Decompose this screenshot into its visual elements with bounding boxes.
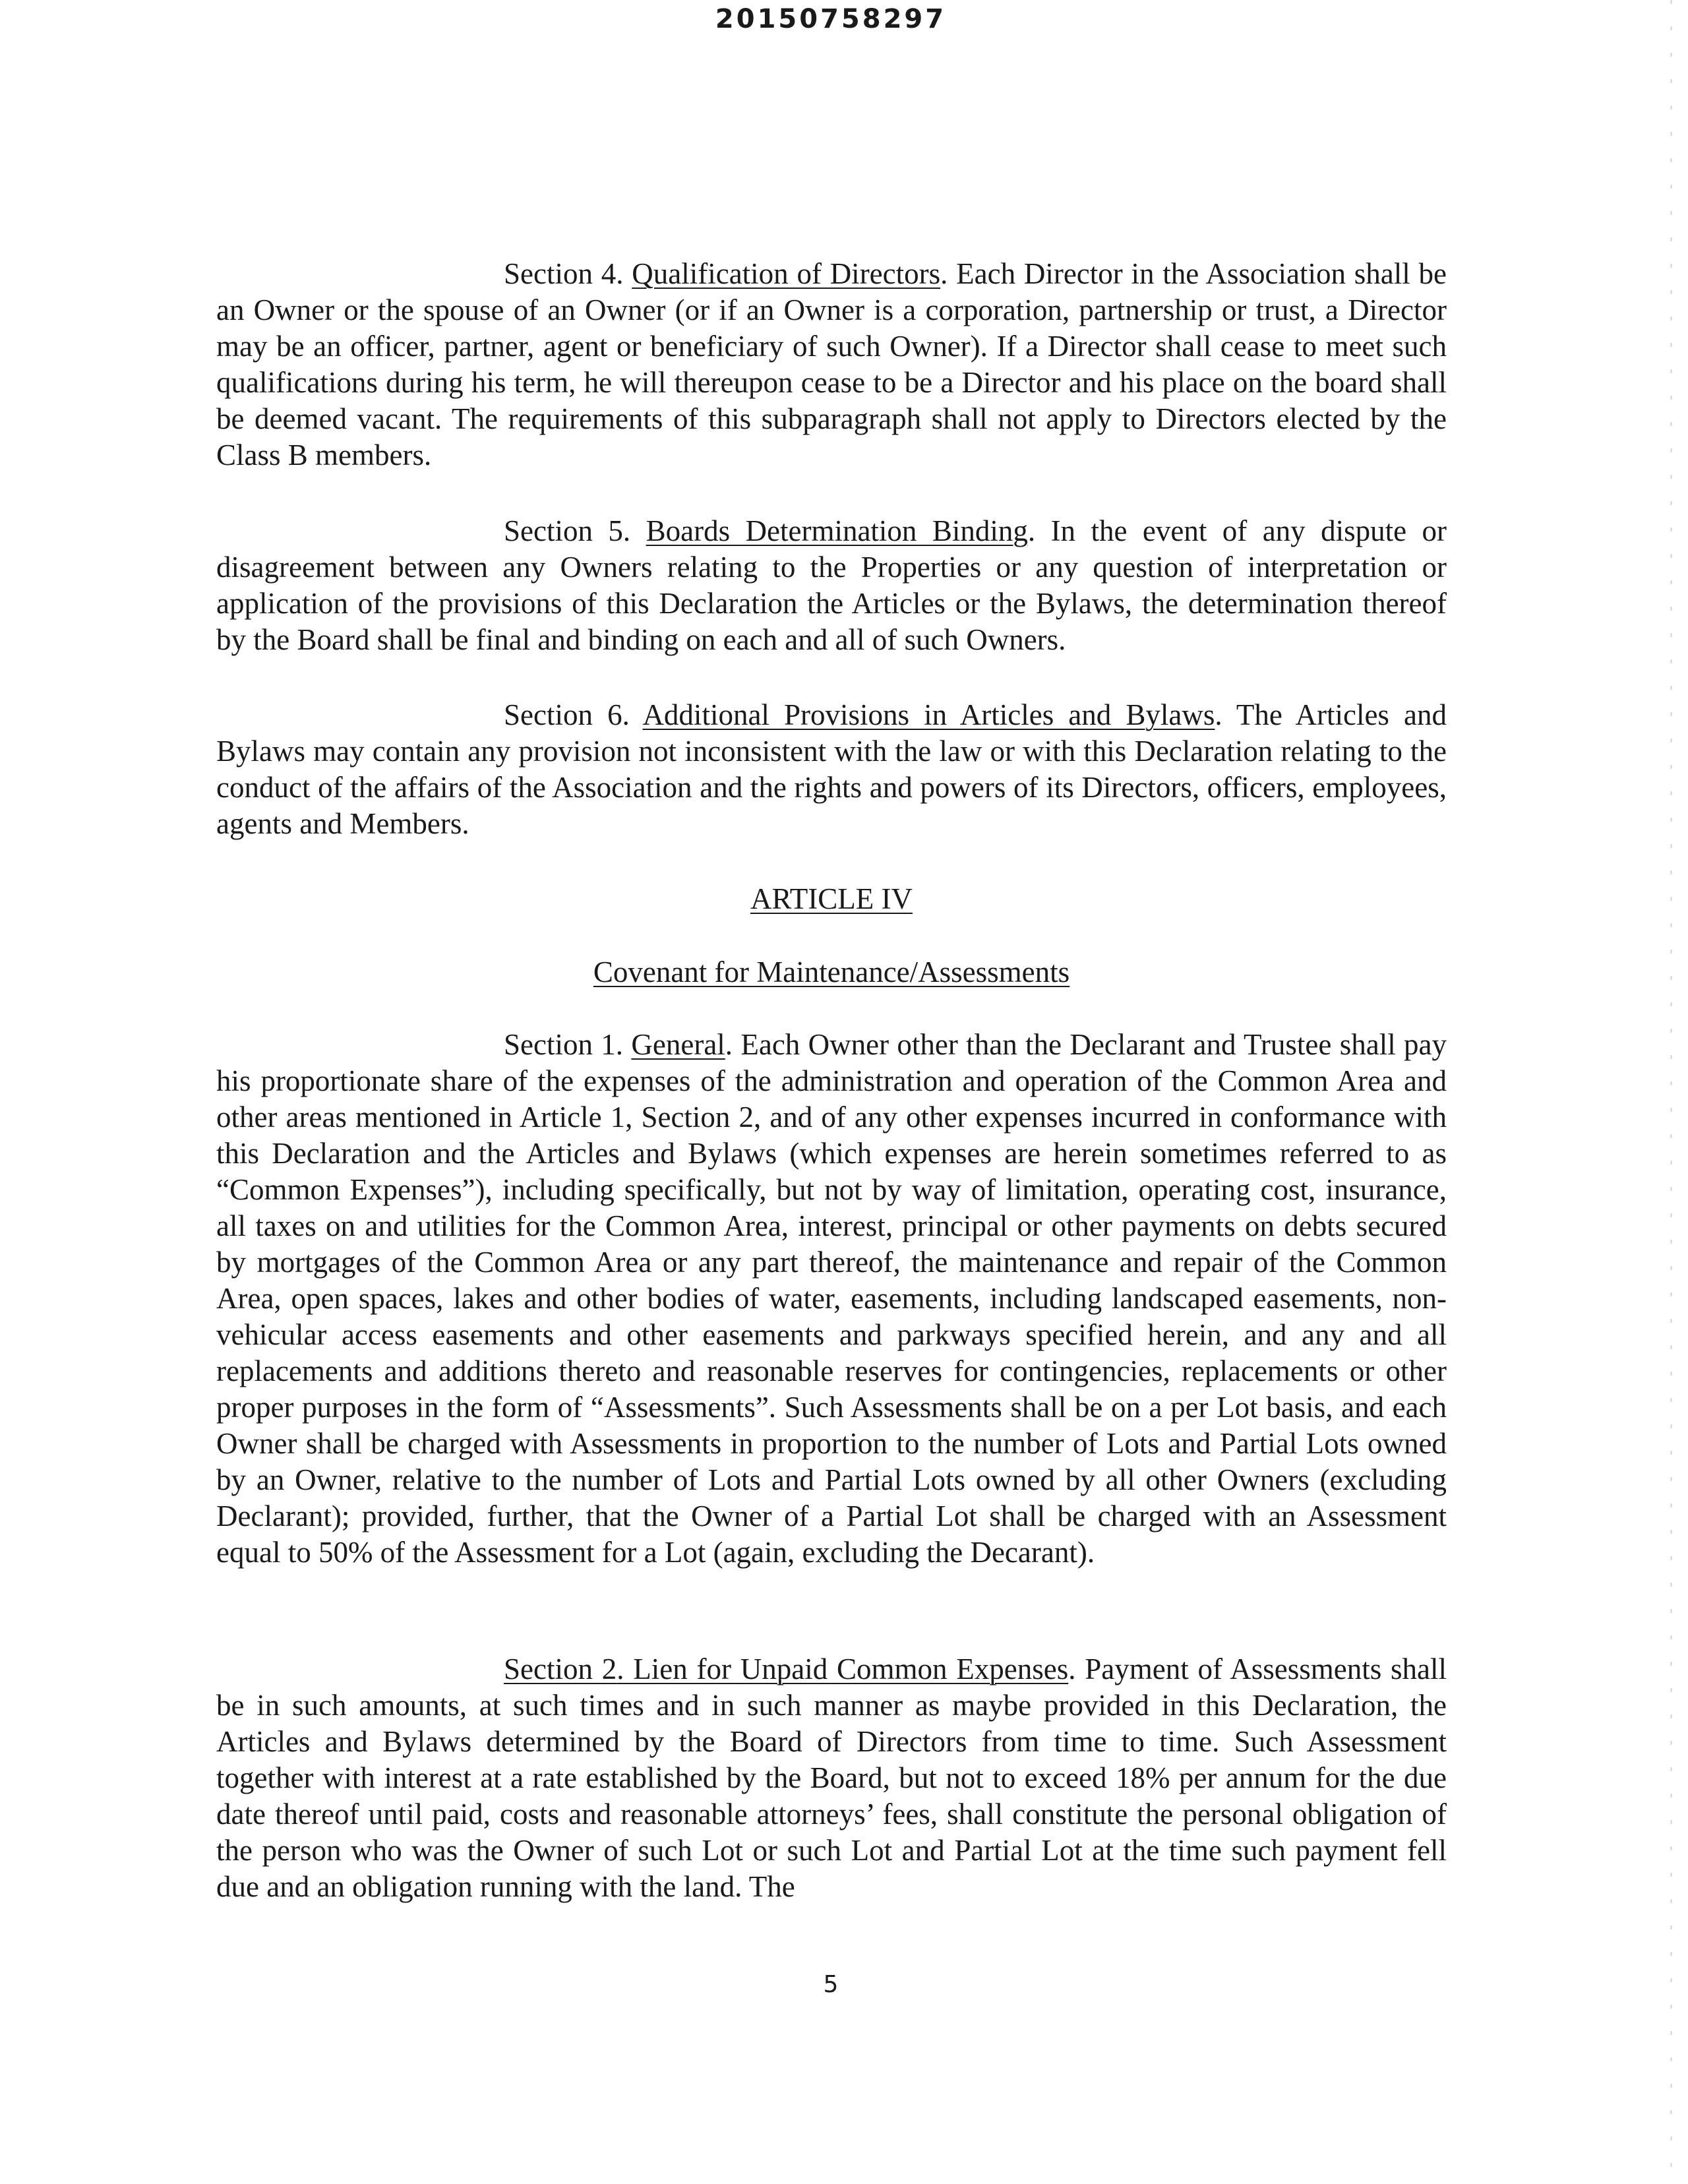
article-4-section-1-body: . Each Owner other than the Declarant and Trustee shall pay his proportionate share of the expenses of the administration and operation of the Common Area and other areas mentioned in Article 1, Section 2, and of any other expenses incurred in conformance with this Declaration and the Articles and Bylaws (which expenses are herein sometimes referred to as “Common Expenses”), including specifically, but not by way of limitation, operating cost, insurance, all taxes on and utilities for the Common Area, interest, principal or other payments on debts secured by mortgages of the Common Area or any part thereof, the maintenance and repair of the Common Area, open spaces, lakes and other bodies of water, easements, including landscaped easements, non-vehicular access easements and other easements and parkways specified herein, and any and all replacements and additions thereto and reasonable reserves for contingencies, replacements or other proper purposes in the form of “Assessments”. Such Assessments shall be on a per Lot basis, and each Owner shall be charged with Assessments in proportion to the number of Lots and Partial Lots owned by an Owner, relative to the number of Lots and Partial Lots owned by all other Owners (excluding Declarant); provided, further, that the Owner of a Partial Lot shall be charged with an Assessment equal to 50% of the Assessment for a Lot (again, excluding the Decarant). (216, 1028, 1447, 1569)
article-4-section-2-paragraph (216, 1651, 1447, 1905)
section-6-paragraph (216, 697, 1447, 842)
section-6-title: Additional Provisions in Articles and Bylaws (642, 698, 1215, 731)
article-heading-text: ARTICLE IV (750, 882, 913, 915)
section-6-label: Section 6. (504, 698, 643, 731)
section-5-title: Boards Determination Binding (646, 514, 1028, 547)
document-number: 20150758297 (715, 4, 947, 34)
article-4-section-2-label: Section 2 (504, 1653, 617, 1685)
article-title-text: Covenant for Maintenance/Assessments (593, 956, 1070, 988)
article-4-section-1-paragraph (216, 1027, 1447, 1571)
page-number: 5 (823, 1971, 839, 1998)
article-4-section-1-title: General (631, 1028, 725, 1061)
section-4-paragraph (216, 256, 1447, 473)
section-4-body: . Each Director in the Association shall be an Owner or the spouse of an Owner (or if an Owner is a corporation, partnership or trust, a Director may be an officer, partner, agent or beneficiary of such Owner). If a Director shall cease to meet such qualifications during his term, he will thereupon cease to be a Director and his place on the board shall be deemed vacant. The requirements of this subparagraph shall not apply to Directors elected by the Class B members. (216, 257, 1447, 471)
article-4-section-2-title: . Lien for Unpaid Common Expenses (617, 1653, 1069, 1685)
article-4-section-1-label: Section 1. (504, 1028, 632, 1061)
section-4-label: Section 4. (504, 257, 632, 290)
section-6-body: . The Articles and Bylaws may contain any provision not inconsistent with the law or with this Declaration relating to the conduct of the affairs of the Association and the rights and powers of its Directors, officers, employees, agents and Members. (216, 698, 1447, 840)
article-title (216, 954, 1447, 990)
scan-edge-artifact (1670, 0, 1672, 2184)
section-5-body: . In the event of any dispute or disagreement between any Owners relating to the Properties or any question of interpretation or application of the provisions of this Declaration the Articles or the Bylaws, the determination thereof by the Board shall be final and binding on each and all of such Owners. (216, 514, 1447, 656)
article-heading (216, 881, 1447, 917)
section-4-title: Qualification of Directors (632, 257, 941, 290)
section-5-paragraph (216, 513, 1447, 658)
article-4-section-2-body: . Payment of Assessments shall be in such amounts, at such times and in such manner as maybe provided in this Declaration, the Articles and Bylaws determined by the Board of Directors from time to time. Such Assessment together with interest at a rate established by the Board, but not to exceed 18% per annum for the due date thereof until paid, costs and reasonable attorneys’ fees, shall constitute the personal obligation of the person who was the Owner of such Lot or such Lot and Partial Lot at the time such payment fell due and an obligation running with the land. The (216, 1653, 1447, 1903)
section-5-label: Section 5. (504, 514, 646, 547)
